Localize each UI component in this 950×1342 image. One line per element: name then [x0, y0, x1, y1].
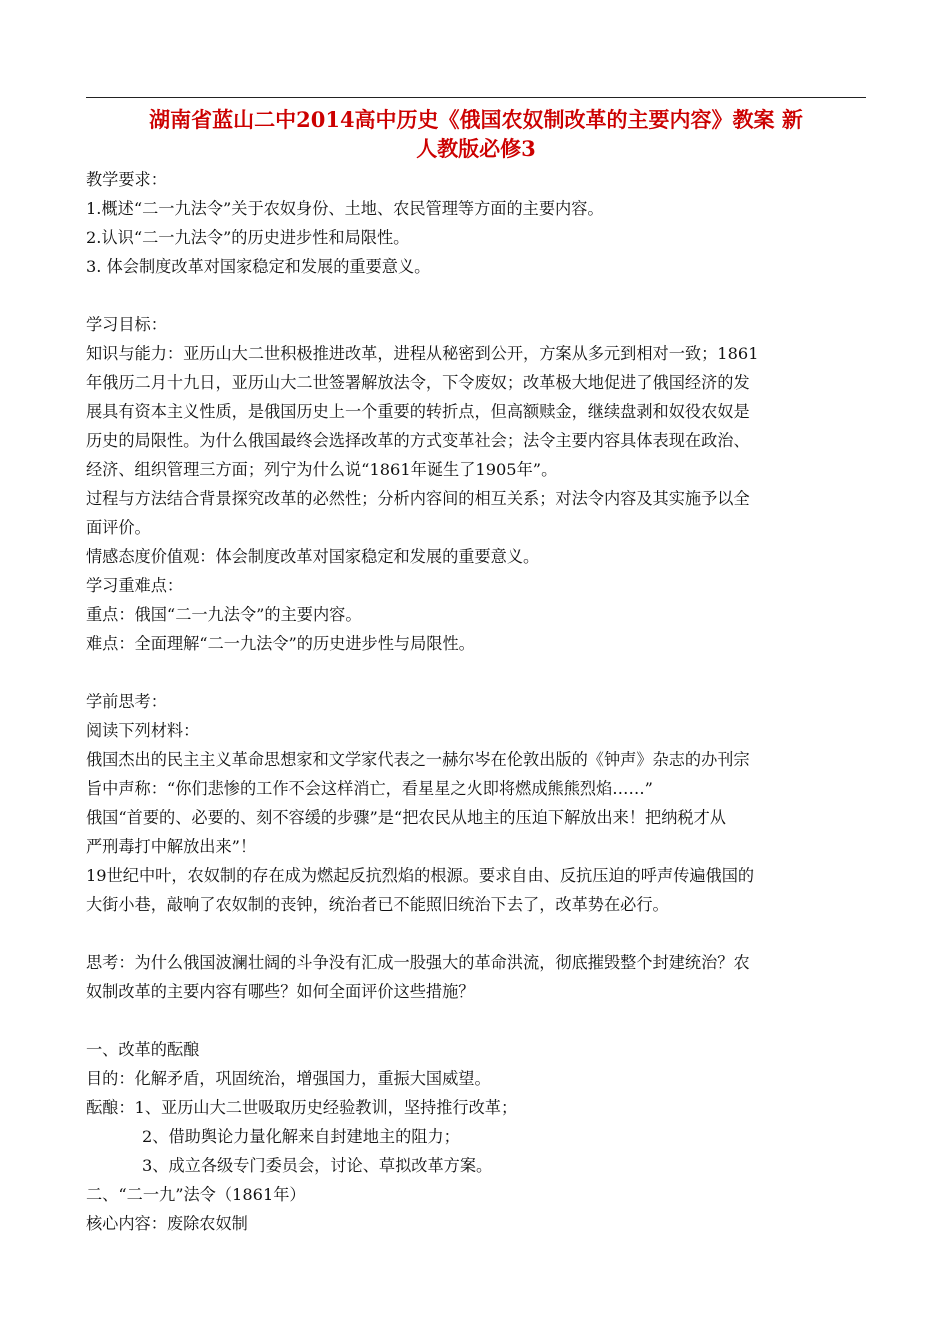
- paragraph-line: 展具有资本主义性质，是俄国历史上一个重要的转折点，但高额赎金，继续盘剥和奴役农奴是: [86, 402, 750, 421]
- paragraph-line: 阅读下列材料：: [86, 721, 200, 740]
- paragraph-line: 俄国杰出的民主主义革命思想家和文学家代表之一赫尔岑在伦敦出版的《钟声》杂志的办刊宗: [86, 750, 750, 769]
- section-heading-teaching-requirements: 教学要求：: [86, 170, 167, 189]
- paragraph-line: 目的：化解矛盾，巩固统治，增强国力，重振大国威望。: [86, 1069, 491, 1088]
- paragraph-line: 俄国“首要的、必要的、刻不容缓的步骤”是“把农民从地主的压迫下解放出来！把纳税才从: [86, 808, 726, 827]
- paragraph-line: 思考：为什么俄国波澜壮阔的斗争没有汇成一股强大的革命洪流，彻底摧毁整个封建统治？农: [86, 953, 750, 972]
- requirement-item: 2.认识“二一九法令”的历史进步性和局限性。: [86, 228, 410, 247]
- section-heading-learning-objectives: 学习目标：: [86, 315, 167, 334]
- paragraph-line: 年俄历二月十九日，亚历山大二世签署解放法令，下令废奴；改革极大地促进了俄国经济的发: [86, 373, 750, 392]
- key-point-line: 重点：俄国“二一九法令”的主要内容。: [86, 605, 362, 624]
- blank-line: [86, 1006, 866, 1035]
- paragraph-line: 旨中声称：“你们悲惨的工作不会这样消亡，看星星之火即将燃成熊熊烈焰……”: [86, 779, 653, 798]
- title-line-2: 人教版必修3: [416, 136, 536, 161]
- requirement-item: 3. 体会制度改革对国家稳定和发展的重要意义。: [86, 257, 431, 276]
- document-title: [86, 105, 866, 163]
- paragraph-line: 过程与方法结合背景探究改革的必然性；分析内容间的相互关系；对法令内容及其实施予以全: [86, 489, 750, 508]
- paragraph-line: 大街小巷，敲响了农奴制的丧钟，统治者已不能照旧统治下去了，改革势在必行。: [86, 895, 669, 914]
- paragraph-line: 核心内容：废除农奴制: [86, 1214, 248, 1233]
- section-heading-decree: 二、“二一九”法令（1861年）: [86, 1185, 306, 1204]
- requirement-item: 1.概述“二一九法令”关于农奴身份、土地、农民管理等方面的主要内容。: [86, 199, 604, 218]
- document-body: [86, 165, 866, 1238]
- section-heading-reform-preparation: 一、改革的酝酿: [86, 1040, 200, 1059]
- section-heading-pre-study: 学前思考：: [86, 692, 167, 711]
- paragraph-line: 19世纪中叶，农奴制的存在成为燃起反抗烈焰的根源。要求自由、反抗压迫的呼声传遍俄国的: [86, 866, 755, 885]
- paragraph-line: 酝酿：1、亚历山大二世吸取历史经验教训，坚持推行改革；: [86, 1098, 518, 1117]
- list-item: 3、成立各级专门委员会，讨论、草拟改革方案。: [142, 1156, 493, 1175]
- paragraph-line: 历史的局限性。为什么俄国最终会选择改革的方式变革社会；法令主要内容具体表现在政治、: [86, 431, 750, 450]
- blank-line: [86, 281, 866, 310]
- paragraph-line: 知识与能力：亚历山大二世积极推进改革，进程从秘密到公开，方案从多元到相对一致；1861: [86, 344, 759, 363]
- paragraph-line: 经济、组织管理三方面；列宁为什么说“1861年诞生了1905年”。: [86, 460, 558, 479]
- blank-line: [86, 658, 866, 687]
- header-rule: [86, 97, 866, 98]
- paragraph-line: 情感态度价值观：体会制度改革对国家稳定和发展的重要意义。: [86, 547, 540, 566]
- paragraph-line: 奴制改革的主要内容有哪些？如何全面评价这些措施？: [86, 982, 475, 1001]
- paragraph-line: 严刑毒打中解放出来”！: [86, 837, 257, 856]
- title-line-1: 湖南省蓝山二中2014高中历史《俄国农奴制改革的主要内容》教案 新: [149, 107, 803, 132]
- blank-line: [86, 919, 866, 948]
- paragraph-line: 面评价。: [86, 518, 151, 537]
- section-heading-key-points: 学习重难点：: [86, 576, 184, 595]
- list-item: 2、借助舆论力量化解来自封建地主的阻力；: [142, 1127, 460, 1146]
- difficult-point-line: 难点：全面理解“二一九法令”的历史进步性与局限性。: [86, 634, 475, 653]
